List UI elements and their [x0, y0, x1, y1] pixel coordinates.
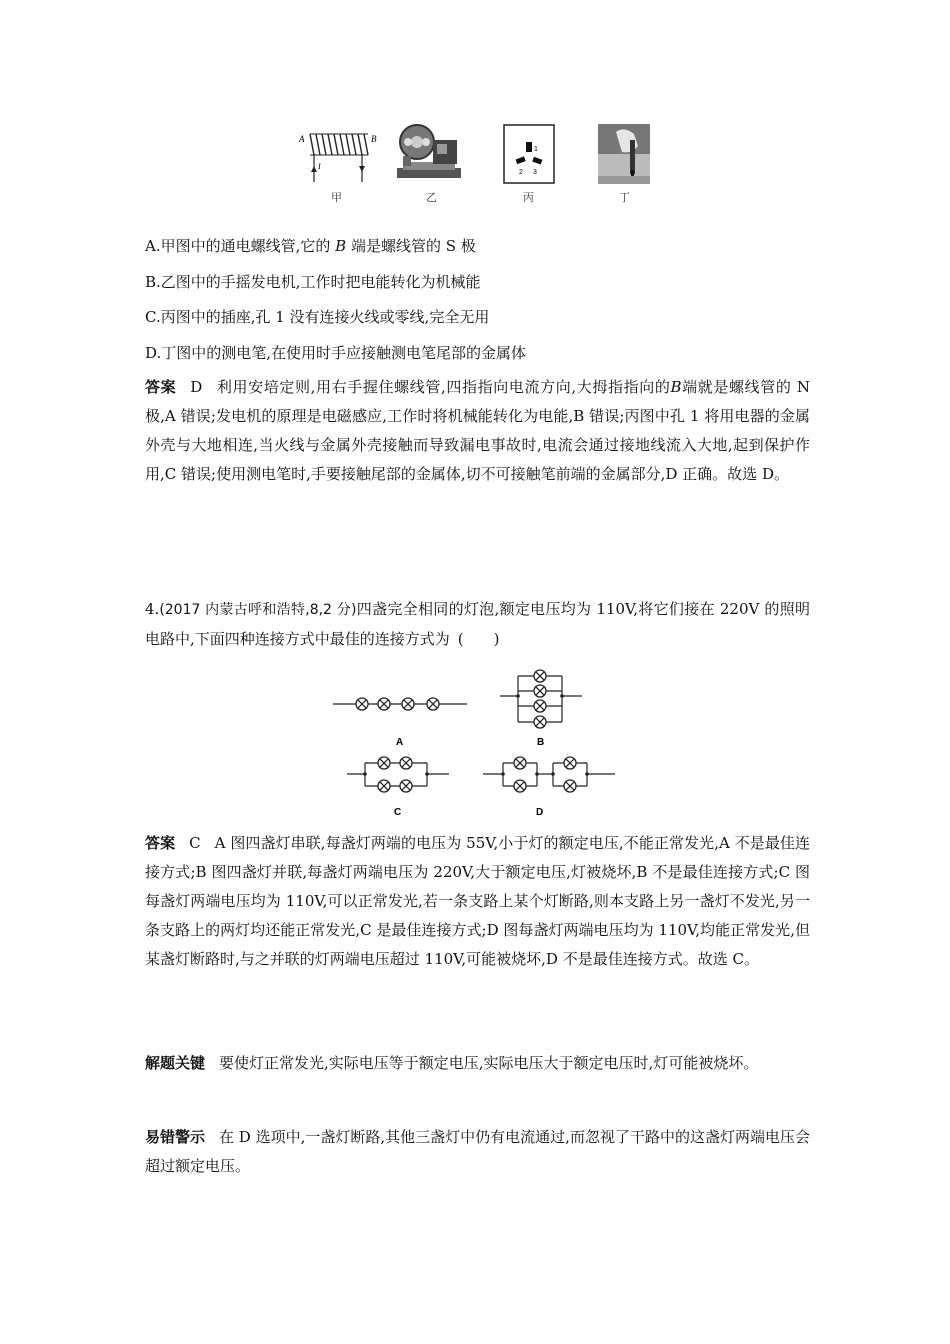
- option-a: A.甲图中的通电螺线管,它的 B 端是螺线管的 S 极: [145, 237, 476, 255]
- circuit-a: [333, 698, 467, 710]
- error-warning: [145, 1123, 810, 1181]
- circuit-b: [500, 670, 582, 728]
- circuit-label-d: D: [536, 807, 544, 818]
- socket-figure: [503, 124, 555, 184]
- circuit-c: [347, 757, 449, 792]
- caption-jia: 甲: [331, 191, 342, 204]
- solenoid-end-b: B: [371, 134, 377, 144]
- circuit-figures: [325, 665, 625, 820]
- option-d: D.丁图中的测电笔,在使用时手应接触测电笔尾部的金属体: [145, 344, 527, 362]
- solenoid-current-label: I: [318, 162, 321, 171]
- answer-tag: 答案: [145, 378, 177, 396]
- answer-blank: ( ): [457, 630, 500, 648]
- socket-hole-2: 2: [519, 169, 523, 176]
- warning-tag: 易错警示: [145, 1128, 206, 1146]
- circuit-d: [483, 757, 615, 792]
- option-c: C.丙图中的插座,孔 1 没有连接火线或零线,完全无用: [145, 308, 490, 326]
- question-4: [145, 595, 810, 654]
- solenoid-end-a: A: [299, 134, 305, 144]
- answer-1: 答案 D 利用安培定则,用右手握住螺线管,四指指向电流方向,大拇指指向的B端就是螺线管的 N 极,A 错误;发电机的原理是电磁感应,工作时将机械能转化为电能,B 错误;丙图中孔 1 将用电器的金属外壳与大地相连,当火线与金属外壳接触而导致漏电事故时,电流会通过接地线流入大地,起到保护作用,C 错误;使用测电笔时,手要接触尾部的金属体,切不可接触笔前端的金属部分,D 正确。故选 D。: [145, 378, 810, 483]
- option-b: B.乙图中的手摇发电机,工作时把电能转化为机械能: [145, 273, 481, 291]
- key-point: [145, 1049, 810, 1078]
- circuit-label-a: A: [396, 737, 404, 748]
- answer-tag: 答案: [145, 834, 176, 852]
- answer-letter: C: [189, 834, 201, 852]
- question-number: 4.: [145, 600, 160, 618]
- test-pen-figure: [598, 124, 650, 184]
- key-text: 要使灯正常发光,实际电压等于额定电压,实际电压大于额定电压时,灯可能被烧坏。: [219, 1054, 759, 1072]
- question-text: 四盏完全相同的灯泡,额定电压均为 110V,将它们接在 220V 的照明电路中,下面四种连接方式中最佳的连接方式为: [145, 600, 811, 648]
- circuit-label-c: C: [394, 807, 402, 818]
- socket-hole-1: 1: [534, 146, 538, 153]
- answer-letter: D: [190, 378, 203, 396]
- caption-bing: 丙: [523, 191, 534, 204]
- warning-text: 在 D 选项中,一盏灯断路,其他三盏灯中仍有电流通过,而忽视了干路中的这盏灯两端电压会超过额定电压。: [145, 1128, 810, 1175]
- question-source: (2017 内蒙古呼和浩特,8,2 分): [159, 602, 357, 618]
- answer-2: 答案 C A 图四盏灯串联,每盏灯两端的电压为 55V,小于灯的额定电压,不能正常发光,A 不是最佳连接方式;B 图四盏灯并联,每盏灯两端电压为 220V,大于额定电压,灯被烧坏,B 不是最佳连接方式;C 图每盏灯两端电压均为 110V,可以正常发光,若一条支路上某个灯断路,则本支路上另一盏灯不发光,另一条支路上的两灯均还能正常发光,C 是最佳连接方式;D 图每盏灯两端电压均为 110V,均能正常发光,但某盏灯断路时,与之并联的灯两端电压超过 110V,可能被烧坏,D 不是最佳连接方式。故选 C。: [145, 834, 810, 968]
- socket-hole-3: 3: [533, 169, 537, 176]
- solenoid-figure: [296, 120, 382, 186]
- key-tag: 解题关键: [145, 1054, 206, 1072]
- caption-yi: 乙: [426, 191, 437, 204]
- caption-ding: 丁: [619, 191, 630, 204]
- circuit-label-b: B: [537, 737, 545, 748]
- generator-figure: [393, 122, 465, 186]
